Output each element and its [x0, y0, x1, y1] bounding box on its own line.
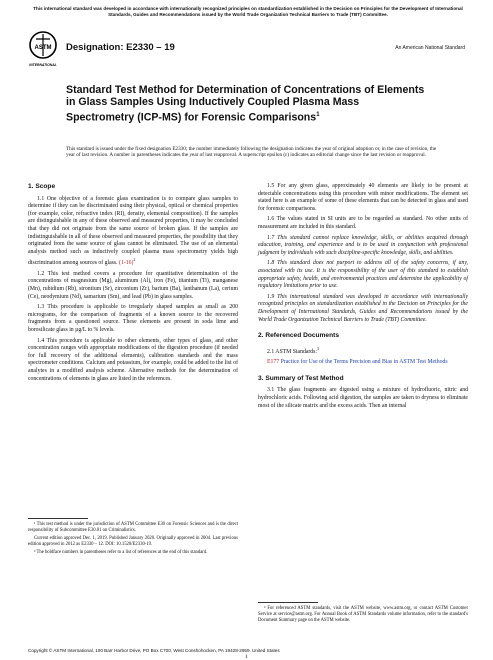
footnote-1: ¹ This test method is under the jurisdiction of ASTM Committee E30 on Forensic Sciences and is the direct responsibility of Subcommittee E30.01 on Criminalistics. — [28, 522, 238, 533]
paragraph-1-9: 1.9 This international standard was developed in accordance with internationally recognized principles on standardization established in the Decision on Principles for the Development of International Standards, Guides and Recommendations issued by the World Trade Organization Technical Barriers to Trade (TBT) Committee. — [258, 293, 468, 323]
paragraph-2-1: 2.1 ASTM Standards:$^3$ — [267, 345, 319, 355]
document-title: Standard Test Method for Determination of Concentrations of Elements in Glass Samples Using Inductively Coupled Plasma Mass Spectrometry (ICP-MS) for Forensic Comparisons$^1$ — [66, 84, 425, 124]
left-column — [28, 183, 238, 386]
publisher-label: An American National Standard — [395, 45, 465, 51]
paragraph-1-6: 1.6 The values stated in SI units are to be regarded as standard. No other units of measurement are included in this standard. — [258, 216, 468, 230]
designation: Designation: E2330 – 19 — [66, 42, 175, 53]
page-number: 1 — [245, 654, 248, 660]
section-heading-summary: 3. Summary of Test Method — [258, 374, 344, 382]
reference-e177-link[interactable]: E177 Practice for Use of the Terms Precision and Bias in ASTM Test Methods — [267, 359, 448, 366]
footnotes-left — [28, 512, 238, 558]
paragraph-1-8: 1.8 This standard does not purport to address all of the safety concerns, if any, associated with its use. It is the responsibility of the user of this standard to establish appropriate safety, health, and environmental practices and determine the applicability of regulatory limitations prior to use. — [258, 260, 468, 290]
footnote-2: ² The boldface numbers in parentheses refer to a list of references at the end of this standard. — [34, 549, 208, 555]
tbt-notice: This international standard was developed in accordance with internationally recognized principles on standardization established in the Decision on Principles for the Development of International Standards, Guides and Recommendations issued by the World Trade Organization Technical Barriers to Trade (TBT) Committee. — [33, 6, 463, 17]
paragraph-1-7: 1.7 This standard cannot replace knowledge, skills, or abilities acquired through education, training, and experience and is to be used in conjunction with professional judgment by individuals with such discipline-specific knowledge, skills, and abilities. — [258, 234, 468, 256]
paragraph-1-4: 1.4 This procedure is applicable to other elements, other types of glass, and other concentration ranges with appropriate modifications of the digestion procedure (if needed for full recovery of the additional elements), calibration standards and the mass spectrometer conditions. Calcium and potassium, for example, could be added to the list of analytes in a modified analysis scheme. Alternative methods for the determination of concentrations of elements in glass are listed in the references. — [28, 337, 238, 382]
svg-text:INTERNATIONAL: INTERNATIONAL — [29, 63, 57, 67]
footnote-divider — [258, 602, 318, 603]
paragraph-1-3: 1.3 This procedure is applicable to irregularly shaped samples as small as 200 micrograms, for the comparison of fragments of a known source to the recovered fragments from a questioned source. These elements are present in soda lime and borosilicate glass in µg/L to % levels. — [28, 304, 238, 333]
standard-note: This standard is issued under the fixed designation E2330; the number immediately following the designation indicates the year of original adoption or, in the case of revision, the year of last revision. A number in parentheses indicates the year of last reapproval. A superscript epsilon (ε) indicates an editorial change since the last revision or reapproval. — [66, 146, 437, 159]
section-heading-referenced-documents: 2. Referenced Documents — [258, 332, 339, 340]
astm-logo — [28, 30, 58, 70]
paragraph-3-1: 3.1 The glass fragments are digested using a mixture of hydrofluoric, nitric and hydrochloric acids. Following acid digestion, the samples are taken to dryness to eliminate most of the silicate matrix and the excess acids. Then an internal — [258, 387, 468, 409]
footnotes-right — [258, 596, 468, 626]
paragraph-1-5: 1.5 For any given glass, approximately 40 elements are likely to be present at detectable concentrations using this procedure with minor modifications. The element set stated here is an example of some of these elements that can be detected in glass and used for forensic comparisons. — [258, 183, 468, 212]
footnote-1-edition: Current edition approved Dec. 1, 2019. Published January 2020. Originally approved in 2004. Last previous edition approved in 2012 as E2330 – 12. DOI: 10.1520/E2330-19. — [28, 535, 238, 547]
copyright-line: Copyright © ASTM International, 100 Barr Harbor Drive, PO Box C700, West Conshohocken, PA 19428-2959. United States — [28, 648, 280, 653]
reference-link[interactable]: (1-16) — [119, 260, 134, 267]
paragraph-1-1: 1.1 One objective of a forensic glass examination is to compare glass samples to determine if they can be discriminated using their physical, optical or chemical properties (for example, color, refractive index (RI), density, elemental composition). If the samples are distinguishable in any of these observed and measured properties, it may be concluded that they did not originate from the same source of broken glass. If the samples are indistinguishable in all of these observed and measured properties, the possibility that they originated from the same source of glass cannot be eliminated. The use of an elemental analysis method such as inductively coupled plasma mass spectrometry yields high discrimination among sources of glass. $(1-16)^2$ — [28, 195, 238, 267]
right-column — [258, 183, 468, 413]
section-heading-scope: 1. Scope — [28, 183, 56, 190]
svg-text:ASTM: ASTM — [34, 45, 52, 51]
footnote-divider — [28, 518, 88, 519]
paragraph-1-2: 1.2 This test method covers a procedure for quantitative determination of the concentrations of magnesium (Mg), aluminum (Al), iron (Fe), titanium (Ti), manganese (Mn), rubidium (Rb), strontium (Sr), zirconium (Zr), barium (Ba), lanthanum (La), cerium (Ce), neodymium (Nd), samarium (Sm), and lead (Pb) in glass samples. — [28, 270, 238, 300]
footnote-3: ³ For referenced ASTM standards, visit the ASTM website, www.astm.org, or contact ASTM Customer Service at service@astm.org. For Annual Book of ASTM Standards volume information, refer to the standard's Document Summary page on the ASTM website. — [258, 606, 468, 623]
